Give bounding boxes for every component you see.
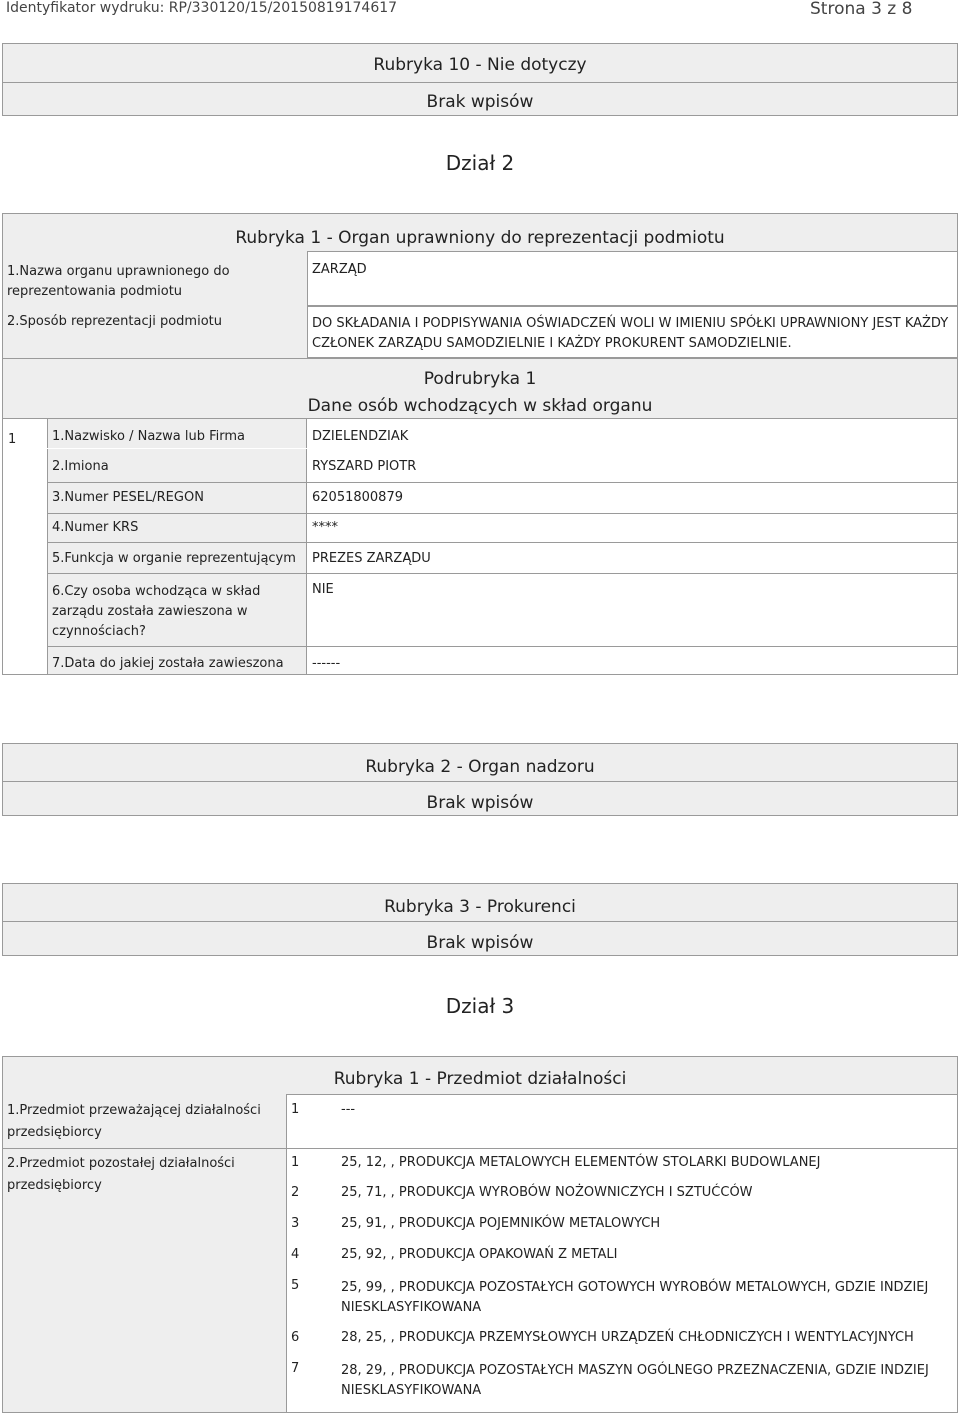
rubryka2-empty: Brak wpisów [426,793,534,813]
divider [2,82,958,83]
dzial3-rubryka1-title: Rubryka 1 - Przedmiot działalności [333,1069,627,1089]
divider [47,448,307,449]
first-names-label: 2.Imiona [52,459,109,474]
activity-number: 7 [291,1361,300,1376]
rubryka3-title: Rubryka 3 - Prokurenci [384,897,576,917]
activity-number: 6 [291,1330,300,1345]
divider [2,781,958,782]
representation-label: 2.Sposób reprezentacji podmiotu [7,314,222,329]
other-activity-label: 2.Przedmiot pozostałej działalności przedsiębiorcy [7,1156,235,1193]
activity-text: 25, 91, , PRODUKCJA POJEMNIKÓW METALOWYCH [341,1216,661,1231]
page-number: Strona 3 z 8 [810,0,913,19]
suspended-until-label: 7.Data do jakiej została zawieszona [52,656,284,671]
organ-name-value-cell [307,251,958,306]
activity-number: 4 [291,1247,300,1262]
organ-name-label: 1.Nazwa organu uprawnionego do reprezentowania podmiotu [7,264,230,299]
surname-value: DZIELENDZIAK [312,429,409,444]
divider [47,573,958,574]
activity-number: 3 [291,1216,300,1231]
main-activity-number: 1 [291,1102,300,1117]
rubryka10-title: Rubryka 10 - Nie dotyczy [373,55,587,75]
surname-label: 1.Nazwisko / Nazwa lub Firma [52,429,245,444]
pesel-value: 62051800879 [312,490,403,505]
divider [47,542,958,543]
first-names-value: RYSZARD PIOTR [312,459,417,474]
podrubryka-subtitle: Dane osób wchodzących w skład organu [307,396,653,416]
dzial2-title: Dział 2 [445,151,515,175]
main-activity-label: 1.Przedmiot przeważającej działalności przedsiębiorcy [7,1103,261,1140]
activity-text: 25, 71, , PRODUKCJA WYROBÓW NOŻOWNICZYCH I SZTUĆCÓW [341,1185,753,1200]
activity-text: 25, 99, , PRODUKCJA POZOSTAŁYCH GOTOWYCH WYROBÓW METALOWYCH, GDZIE INDZIEJ NIESKLASYFIKOWANA [341,1280,929,1315]
function-label: 5.Funkcja w organie reprezentującym [52,551,296,566]
activity-text: 25, 12, , PRODUKCJA METALOWYCH ELEMENTÓW STOLARKI BUDOWLANEJ [341,1155,821,1170]
pesel-label: 3.Numer PESEL/REGON [52,490,204,505]
print-identifier: Identyfikator wydruku: RP/330120/15/20150819174617 [6,0,398,16]
activity-number: 1 [291,1155,300,1170]
activity-number: 2 [291,1185,300,1200]
krs-value: **** [312,520,338,535]
activity-text: 28, 29, , PRODUKCJA POZOSTAŁYCH MASZYN OGÓLNEGO PRZEZNACZENIA, GDZIE INDZIEJ NIESKLASYFIKOWANA [341,1363,929,1398]
divider [47,513,958,514]
krs-label: 4.Numer KRS [52,520,139,535]
suspended-until-value: ------ [312,656,341,671]
activity-text: 25, 92, , PRODUKCJA OPAKOWAŃ Z METALI [341,1247,618,1262]
person-entry-number: 1 [8,432,17,447]
activity-number: 5 [291,1278,300,1293]
representation-value: DO SKŁADANIA I PODPISYWANIA OŚWIADCZEŃ WOLI W IMIENIU SPÓŁKI UPRAWNIONY JEST KAŻDY CZŁONEK ZARZĄDU SAMODZIELNIE I KAŻDY PROKURENT SAMODZIELNIE. [312,316,949,351]
suspended-value: NIE [312,582,334,597]
rubryka10-empty: Brak wpisów [426,92,534,112]
suspended-label: 6.Czy osoba wchodząca w skład zarządu została zawieszona w czynnościach? [52,584,261,639]
divider [2,921,958,922]
podrubryka-title: Podrubryka 1 [423,369,537,389]
divider [2,1148,958,1149]
organ-name-value: ZARZĄD [312,262,367,277]
rubryka2-title: Rubryka 2 - Organ nadzoru [365,757,595,777]
function-value: PREZES ZARZĄDU [312,551,431,566]
divider [47,482,958,483]
main-activity-value: --- [341,1102,356,1117]
divider [47,646,958,647]
activity-text: 28, 25, , PRODUKCJA PRZEMYSŁOWYCH URZĄDZEŃ CHŁODNICZYCH I WENTYLACYJNYCH [341,1330,914,1345]
dzial3-title: Dział 3 [445,994,515,1018]
dzial2-rubryka1-title: Rubryka 1 - Organ uprawniony do reprezentacji podmiotu [235,228,725,248]
rubryka3-empty: Brak wpisów [426,933,534,953]
